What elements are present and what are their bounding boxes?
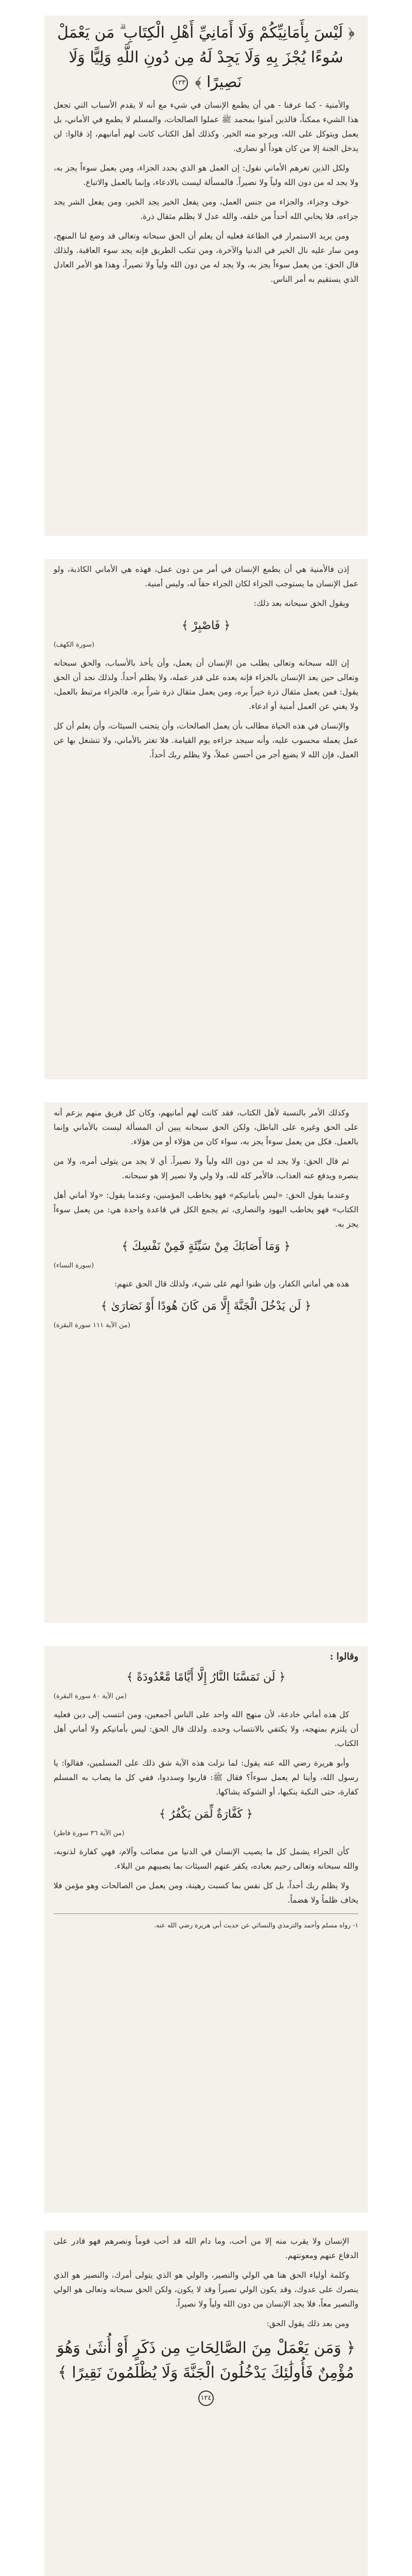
quran-verse: ﴿ فَاصْبِرْ ﴾ xyxy=(181,619,231,632)
paragraph: إذن فالأمنية هي أن يطمع الإنسان في أمر من دون عمل، فهذه هي الأماني الكاذبة، ولو عمل الإنسان ما يستوجب الجزاء لكان الجزاء حقاً له، وليس أمنية. xyxy=(54,565,358,588)
verse-reference: (سورة الكهف) xyxy=(54,641,95,649)
verse-reference: (سورة النساء) xyxy=(54,1262,94,1269)
page-1 xyxy=(44,15,368,536)
paragraph: والإنسان في هذه الحياة مطالب بأن يعمل الصالحات، وأن يتجنب السيئات، وأن يعلم أن كل عمل يعمله محسوب عليه، وأنه سيجد جزاءه يوم القيامة. فلا تغتر بالأماني، ولا تنشغل بها عن العمل، فإن الله لا يضيع أجر من أحسن عملاً، ولا يظلم ربك أحداً. xyxy=(54,721,358,759)
verse-reference: (من الآية ١١١ سورة البقرة) xyxy=(54,1321,130,1329)
paragraph: والأمنية - كما عرفنا - هي أن يطمع الإنسان في شيء مع أنه لا يقدم الأسباب التي تجعل هذا الشيء ممكناً، فالذين آمنوا بمحمد ﷺ عملوا الصالحات، والمسلم لا يطمع في الأماني، بل يعمل ويتوكل على الله، ويرجو منه الخير. وكذلك أهل الكتاب كانت لهم أمانيهم، إذ قالوا: لن يدخل الجنة إلا من كان هوداً أو نصارى. xyxy=(54,100,358,153)
paragraph: وكلمة أولياء الحق هنا هي الولي والنصير، والولي هو الذي يتولى أمرك، والنصير هو الذي ينصرك على عدوك، وقد يكون الولي نصيراً وقد لا يكون، ولكن الحق سبحانه وتعالى هو الولي والنصير معاً، فلا يجد الإنسان من دون الله ولياً ولا نصيراً. xyxy=(54,2270,358,2309)
ayah-number: ١٢٤ xyxy=(198,2391,214,2406)
footnote-divider xyxy=(54,1913,358,1914)
page-5 xyxy=(44,2231,368,2576)
quran-verse xyxy=(54,2336,358,2410)
quran-verse: ﴿ لَن يَدْخُلَ الْجَنَّةَ إِلَّا مَن كَانَ هُودًا أَوْ نَصَارَىٰ ﴾ xyxy=(100,1300,312,1313)
page-4 xyxy=(44,1646,368,2213)
page-3 xyxy=(44,1103,368,1623)
page-2 xyxy=(44,559,368,1079)
paragraph: ويقول الحق سبحانه بعد ذلك: xyxy=(253,599,349,608)
ayah-number: ١٢٣ xyxy=(173,75,188,91)
paragraph: إن الله سبحانه وتعالى يطلب من الإنسان أن يعمل، وأن يأخذ بالأسباب، والحق سبحانه وتعالى حين يعد الإنسان بالجزاء فإنه يعده على قدر عمله، ولا يظلم أحداً. ولذلك نجد أن الحق يقول: فمن يعمل مثقال ذرة خيراً يره، ومن يعمل مثقال ذرة شراً يره. فالجزاء مرتبط بالعمل، ولا يغني عن العمل أمنية أو ادعاء. xyxy=(54,658,358,711)
quran-verse: ﴿ وَمَا أَصَابَكَ مِنْ سَيِّئَةٍ فَمِنْ نَفْسِكَ ﴾ xyxy=(122,1240,290,1253)
paragraph: كل هذه أماني خادعة، لأن منهج الله واحد على الناس أجمعين، ومن انتسب إلى دين فعليه أن يلتزم بمنهجه، ولا يكتفي بالانتساب وحده. ولذلك قال الحق: ليس بأمانيكم ولا أماني أهل الكتاب. xyxy=(54,1710,358,1748)
section-heading: وقالوا : xyxy=(330,1651,358,1662)
paragraph: كأن الجزاء يشمل كل ما يصيب الإنسان في الدنيا من مصائب وآلام، فهي كفارة لذنوبه، والله سبحانه وتعالى رحيم بعباده، يكفر عنهم السيئات بما يصيبهم من البلاء. xyxy=(54,1847,358,1871)
quran-verse: ﴿ لَن تَمَسَّنَا النَّارُ إِلَّا أَيَّامًا مَّعْدُودَةً ﴾ xyxy=(126,1671,286,1684)
paragraph: ولكل الذين تغرهم الأماني نقول: إن العمل هو الذي يحدد الجزاء، ومن يعمل سوءاً يجز به، ولا يجد له من دون الله ولياً ولا نصيراً. فالمسألة ليست بالادعاء، وإنما بالعمل والاتباع. xyxy=(54,163,358,187)
paragraph: ولا يظلم ربك أحداً، بل كل نفس بما كسبت رهينة، ومن يعمل من الصالحات وهو مؤمن فلا يخاف ظلماً ولا هضماً. xyxy=(54,1881,358,1905)
verse-text: ﴿ لَيْسَ بِأَمَانِيِّكُمْ وَلَا أَمَانِيِّ أَهْلِ الْكِتَابِ ۗ مَن يَعْمَلْ سُوءًا يُجْزَ بِهِ وَلَا يَجِدْ لَهُ مِن دُونِ اللَّهِ وَلِيًّا وَلَا نَصِيرًا ﴾ xyxy=(57,24,355,91)
paragraph: وعندما يقول الحق: «ليس بأمانيكم» فهو يخاطب المؤمنين، وعندما يقول: «ولا أماني أهل الكتاب» فهو يخاطب اليهود والنصارى، ثم يجمع الكل في قاعدة واحدة هي: من يعمل سوءاً يجز به. xyxy=(54,1191,358,1229)
paragraph: وكذلك الأمر بالنسبة لأهل الكتاب، فقد كانت لهم أمانيهم، وكان كل فريق منهم يزعم أنه على الحق وغيره على الباطل، ولكن الحق سبحانه يبين أن المسألة ليست بالأماني وإنما بالعمل. فكل من يعمل سوءاً يجز به، سواء كان من هؤلاء أو من هؤلاء. xyxy=(54,1108,358,1146)
verse-text: ﴿ وَمَن يَعْمَلْ مِنَ الصَّالِحَاتِ مِن ذَكَرٍ أَوْ أُنثَىٰ وَهُوَ مُؤْمِنٌ فَأُولَٰئِكَ يَدْخُلُونَ الْجَنَّةَ وَلَا يُظْلَمُونَ نَقِيرًا ﴾ xyxy=(57,2339,355,2382)
verse-reference: (من الآية ٨٠ سورة البقرة) xyxy=(54,1692,127,1700)
paragraph: ثم قال الحق: ولا يجد له من دون الله ولياً ولا نصيراً. أي لا يجد من يتولى أمره، ولا من ينصره ويدفع عنه العذاب، فالأمر كله لله، ولا ولي ولا نصير إلا هو سبحانه. xyxy=(54,1157,358,1180)
paragraph: وأبو هريرة رضي الله عنه يقول: لما نزلت هذه الآية شق ذلك على المسلمين، فقالوا: يا رسول الله، وأينا لم يعمل سوءاً؟ فقال ﷺ: قاربوا وسددوا، ففي كل ما يصاب به المسلم كفارة، حتى النكبة ينكبها، أو الشوكة يشاكها. xyxy=(54,1758,358,1797)
paragraph: هذه هي أماني الكفار، وإن ظنوا أنهم على شيء، ولذلك قال الحق عنهم: xyxy=(114,1279,349,1289)
footnote: ١- رواه مسلم وأحمد والترمذي والنسائي عن حديث أبي هريرة رضي الله عنه. xyxy=(154,1921,358,1929)
paragraph: الإنسان ولا يقرب منه إلا من أحب، وما دام الله قد أحب قوماً ونصرهم فهو قادر على الدفاع عنهم ومعونتهم. xyxy=(54,2236,358,2260)
paragraph: خوف وجزاء، والجزاء من جنس العمل، ومن يفعل الخير يجد الخير، ومن يفعل الشر يجد جزاءه، فلا يحابي الله أحداً من خلقه، والله عدل لا يظلم مثقال ذرة. xyxy=(54,197,358,221)
verse-reference: (من الآية ٣٦ سورة فاطر) xyxy=(54,1829,125,1837)
quran-verse: ﴿ كَفَّارَةٌ لِّمَن يَكْفُرُ ﴾ xyxy=(159,1808,253,1821)
quran-verse xyxy=(54,21,358,95)
paragraph: ومن يريد الاستمرار في الطاعة فعليه أن يعلم أن الحق سبحانه وتعالى قد وضع لنا المنهج، ومن سار عليه نال الخير في الدنيا والآخرة، ومن تنكب الطريق فإنه يجد سوء العاقبة. ولذلك قال الحق: من يعمل سوءاً يجز به، ولا يجد له من دون الله ولياً ولا نصيراً، وهذا هو الأمر العادل الذي يستقيم به أمر الناس. xyxy=(54,231,358,284)
paragraph: ومن بعد ذلك يقول الحق: xyxy=(266,2319,349,2328)
